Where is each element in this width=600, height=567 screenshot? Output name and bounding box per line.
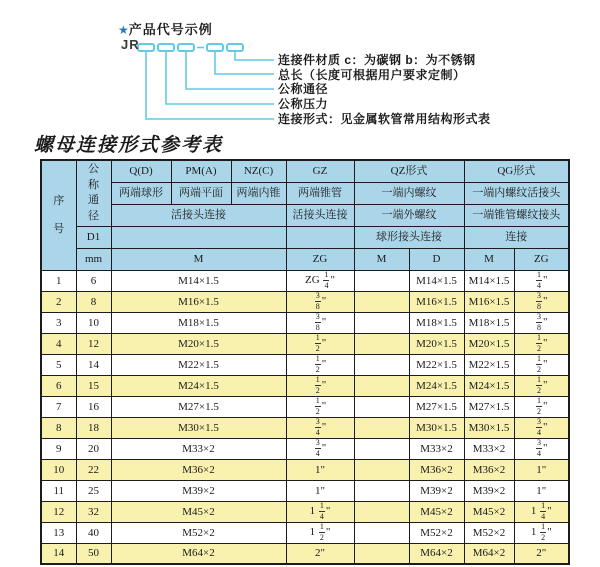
fraction: $\frac{3}{4}$ xyxy=(315,438,320,458)
code-box-4 xyxy=(207,44,223,51)
cell-m: M33×2 xyxy=(111,438,286,459)
fraction: $\frac{1}{4}$ xyxy=(319,501,324,521)
header-zg-gz: ZG xyxy=(286,248,354,270)
cell-serial: 8 xyxy=(41,417,76,438)
cell-qz-m xyxy=(354,501,409,522)
cell-qz-m xyxy=(354,312,409,333)
cell-m: M30×1.5 xyxy=(111,417,286,438)
cell-gz-zg: $\frac{3}{8}$ " xyxy=(286,312,354,333)
header-qz-row4: 球形接头连接 xyxy=(354,226,464,248)
cell-m: M22×1.5 xyxy=(111,354,286,375)
cell-qg-zg: 1 $\frac{1}{2}$ " xyxy=(514,522,569,543)
fraction: $\frac{1}{2}$ xyxy=(537,354,542,374)
code-box-2 xyxy=(158,44,174,51)
cell-qg-zg: $\frac{1}{4}$ " xyxy=(514,270,569,291)
fraction: $\frac{1}{4}$ xyxy=(537,270,542,290)
leader-line-material xyxy=(235,51,274,60)
fraction: $\frac{1}{2}$ xyxy=(537,375,542,395)
cell-m: M20×1.5 xyxy=(111,333,286,354)
cell-qz-m xyxy=(354,480,409,501)
cell-qg-m: M39×2 xyxy=(464,480,514,501)
table-row xyxy=(41,417,569,438)
cell-qz-d: M30×1.5 xyxy=(409,417,464,438)
cell-gz-zg: $\frac{1}{2}$ " xyxy=(286,396,354,417)
header-row-4 xyxy=(41,226,569,248)
cell-qg-m: M24×1.5 xyxy=(464,375,514,396)
header-qg-row3: 一端锥管螺纹接头 xyxy=(464,204,569,226)
cell-diameter: 25 xyxy=(76,480,111,501)
cell-qz-m xyxy=(354,522,409,543)
cell-diameter: 22 xyxy=(76,459,111,480)
cell-qz-m xyxy=(354,291,409,312)
table-row xyxy=(41,438,569,459)
code-box-1 xyxy=(138,44,154,51)
cell-qg-zg: $\frac{3}{4}$ " xyxy=(514,438,569,459)
cell-gz-zg: $\frac{3}{4}$ " xyxy=(286,438,354,459)
table-title: 螺母连接形式参考表 xyxy=(34,135,224,156)
header-row-5 xyxy=(41,248,569,270)
leader-line-pressure xyxy=(166,51,274,104)
header-pm-code: PM(A) xyxy=(171,160,231,182)
cell-m: M39×2 xyxy=(111,480,286,501)
fraction: $\frac{3}{4}$ xyxy=(537,438,542,458)
cell-m: M52×2 xyxy=(111,522,286,543)
cell-diameter: 40 xyxy=(76,522,111,543)
cell-gz-zg: 1 $\frac{1}{4}$ " xyxy=(286,501,354,522)
cell-serial: 6 xyxy=(41,375,76,396)
cell-serial: 9 xyxy=(41,438,76,459)
fraction: $\frac{1}{2}$ xyxy=(315,375,320,395)
cell-qg-zg: $\frac{1}{2}$ " xyxy=(514,396,569,417)
fraction: $\frac{3}{8}$ xyxy=(537,291,542,311)
cell-gz-zg: 1" xyxy=(286,459,354,480)
header-blank-union xyxy=(111,226,286,248)
header-qz-m: M xyxy=(354,248,409,270)
cell-qz-m xyxy=(354,396,409,417)
header-union-gz: 活接头连接 xyxy=(286,204,354,226)
cell-gz-zg: 1 $\frac{1}{2}$ " xyxy=(286,522,354,543)
header-mm: mm xyxy=(76,248,111,270)
cell-gz-zg: $\frac{1}{2}$ " xyxy=(286,354,354,375)
header-qg-zg: ZG xyxy=(514,248,569,270)
table-row xyxy=(41,522,569,543)
cell-diameter: 18 xyxy=(76,417,111,438)
fraction: $\frac{1}{2}$ xyxy=(537,333,542,353)
cell-gz-zg: 1" xyxy=(286,480,354,501)
table-row xyxy=(41,270,569,291)
table-row xyxy=(41,291,569,312)
cell-m: M45×2 xyxy=(111,501,286,522)
table-row xyxy=(41,312,569,333)
cell-qg-m: M14×1.5 xyxy=(464,270,514,291)
nut-connection-table xyxy=(40,159,570,565)
code-box-3 xyxy=(178,44,194,51)
cell-qz-d: M20×1.5 xyxy=(409,333,464,354)
cell-m: M14×1.5 xyxy=(111,270,286,291)
header-qg-m: M xyxy=(464,248,514,270)
cell-diameter: 32 xyxy=(76,501,111,522)
cell-qz-m xyxy=(354,270,409,291)
cell-gz-zg: 2" xyxy=(286,543,354,564)
label-length: 总长（长度可根据用户要求定制） xyxy=(278,67,466,82)
cell-diameter: 16 xyxy=(76,396,111,417)
code-box-5 xyxy=(227,44,243,51)
cell-qz-d: M52×2 xyxy=(409,522,464,543)
diagram-title xyxy=(118,19,213,38)
header-row-1 xyxy=(41,160,569,182)
cell-m: M36×2 xyxy=(111,459,286,480)
cell-qz-d: M45×2 xyxy=(409,501,464,522)
cell-qg-m: M30×1.5 xyxy=(464,417,514,438)
cell-qz-m xyxy=(354,438,409,459)
star-icon: ★ xyxy=(118,23,129,37)
cell-qg-zg: $\frac{3}{8}$ " xyxy=(514,291,569,312)
cell-serial: 4 xyxy=(41,333,76,354)
cell-serial: 14 xyxy=(41,543,76,564)
leader-line-length xyxy=(215,51,274,74)
cell-qz-m xyxy=(354,354,409,375)
fraction: $\frac{1}{2}$ xyxy=(541,522,546,542)
label-material: 连接件材质 c：为碳钢 b：为不锈钢 xyxy=(278,53,476,67)
cell-qz-d: M18×1.5 xyxy=(409,312,464,333)
product-code-diagram xyxy=(0,0,600,126)
label-form: 连接形式：见金属软管常用结构形式表 xyxy=(278,111,491,126)
cell-gz-zg: $\frac{1}{2}$ " xyxy=(286,375,354,396)
fraction: $\frac{1}{2}$ xyxy=(315,396,320,416)
cell-qg-zg: $\frac{3}{4}$ " xyxy=(514,417,569,438)
cell-qg-m: M64×2 xyxy=(464,543,514,564)
cell-m: M18×1.5 xyxy=(111,312,286,333)
fraction: $\frac{3}{8}$ xyxy=(315,312,320,332)
header-union-left: 活接头连接 xyxy=(111,204,286,226)
header-qz-code: QZ形式 xyxy=(354,160,464,182)
cell-qz-d: M64×2 xyxy=(409,543,464,564)
label-diameter: 公称通径 xyxy=(278,82,329,97)
table-row xyxy=(41,501,569,522)
header-blank-gz xyxy=(286,226,354,248)
fraction: $\frac{1}{2}$ xyxy=(315,333,320,353)
cell-diameter: 14 xyxy=(76,354,111,375)
cell-qg-zg: $\frac{1}{2}$ " xyxy=(514,354,569,375)
cell-qz-d: M16×1.5 xyxy=(409,291,464,312)
cell-qg-m: M22×1.5 xyxy=(464,354,514,375)
cell-qg-zg: 1" xyxy=(514,480,569,501)
header-diameter: 公称通径 xyxy=(76,160,111,226)
cell-serial: 7 xyxy=(41,396,76,417)
cell-serial: 3 xyxy=(41,312,76,333)
fraction: $\frac{3}{4}$ xyxy=(537,417,542,437)
table-row xyxy=(41,543,569,564)
header-q-ends: 两端球形 xyxy=(111,182,171,204)
cell-serial: 11 xyxy=(41,480,76,501)
cell-qg-m: M45×2 xyxy=(464,501,514,522)
header-nz-ends: 两端内锥 xyxy=(231,182,286,204)
cell-serial: 12 xyxy=(41,501,76,522)
cell-diameter: 15 xyxy=(76,375,111,396)
header-row-2 xyxy=(41,182,569,204)
cell-qg-m: M27×1.5 xyxy=(464,396,514,417)
cell-serial: 5 xyxy=(41,354,76,375)
table-body xyxy=(41,270,569,564)
header-qg-row2: 一端内螺纹活接头 xyxy=(464,182,569,204)
header-row-3 xyxy=(41,204,569,226)
header-m-span: M xyxy=(111,248,286,270)
cell-qz-d: M22×1.5 xyxy=(409,354,464,375)
header-q-code: Q(D) xyxy=(111,160,171,182)
cell-qz-d: M27×1.5 xyxy=(409,396,464,417)
cell-qg-zg: 2" xyxy=(514,543,569,564)
fraction: $\frac{3}{4}$ xyxy=(315,417,320,437)
cell-qz-m xyxy=(354,417,409,438)
cell-qz-d: M33×2 xyxy=(409,438,464,459)
diagram-title-text: 产品代号示例 xyxy=(128,22,213,37)
cell-gz-zg: $\frac{3}{8}$ " xyxy=(286,291,354,312)
header-d1: D1 xyxy=(76,226,111,248)
cell-qg-m: M20×1.5 xyxy=(464,333,514,354)
cell-qz-m xyxy=(354,333,409,354)
header-gz-code: GZ xyxy=(286,160,354,182)
header-qz-d: D xyxy=(409,248,464,270)
label-pressure: 公称压力 xyxy=(278,97,329,112)
table-row xyxy=(41,375,569,396)
cell-qz-d: M39×2 xyxy=(409,480,464,501)
cell-serial: 10 xyxy=(41,459,76,480)
cell-qg-m: M52×2 xyxy=(464,522,514,543)
fraction: $\frac{1}{4}$ xyxy=(541,501,546,521)
cell-qg-m: M33×2 xyxy=(464,438,514,459)
table-row xyxy=(41,354,569,375)
cell-qg-m: M36×2 xyxy=(464,459,514,480)
cell-qg-zg: $\frac{1}{2}$ " xyxy=(514,375,569,396)
cell-m: M24×1.5 xyxy=(111,375,286,396)
cell-gz-zg: ZG $\frac{1}{4}$ " xyxy=(286,270,354,291)
code-labels xyxy=(278,53,491,126)
cell-qz-d: M24×1.5 xyxy=(409,375,464,396)
header-pm-ends: 两端平面 xyxy=(171,182,231,204)
code-prefix: JR xyxy=(121,37,140,52)
cell-qg-zg: $\frac{1}{2}$ " xyxy=(514,333,569,354)
header-serial: 序号 xyxy=(41,160,76,270)
cell-qg-zg: $\frac{3}{8}$ " xyxy=(514,312,569,333)
cell-qg-m: M16×1.5 xyxy=(464,291,514,312)
fraction: $\frac{1}{4}$ xyxy=(324,270,329,290)
table-row xyxy=(41,333,569,354)
cell-diameter: 50 xyxy=(76,543,111,564)
cell-qz-m xyxy=(354,459,409,480)
cell-qz-m xyxy=(354,543,409,564)
table-row xyxy=(41,459,569,480)
fraction: $\frac{3}{8}$ xyxy=(537,312,542,332)
cell-diameter: 8 xyxy=(76,291,111,312)
header-qg-row4: 连接 xyxy=(464,226,569,248)
fraction: $\frac{3}{8}$ xyxy=(315,291,320,311)
cell-serial: 13 xyxy=(41,522,76,543)
header-qz-row3: 一端外螺纹 xyxy=(354,204,464,226)
cell-qz-d: M14×1.5 xyxy=(409,270,464,291)
cell-gz-zg: $\frac{1}{2}$ " xyxy=(286,333,354,354)
header-qg-code: QG形式 xyxy=(464,160,569,182)
cell-m: M16×1.5 xyxy=(111,291,286,312)
cell-diameter: 6 xyxy=(76,270,111,291)
cell-qg-m: M18×1.5 xyxy=(464,312,514,333)
cell-qg-zg: 1 $\frac{1}{4}$ " xyxy=(514,501,569,522)
cell-m: M27×1.5 xyxy=(111,396,286,417)
header-nz-code: NZ(C) xyxy=(231,160,286,182)
cell-m: M64×2 xyxy=(111,543,286,564)
fraction: $\frac{1}{2}$ xyxy=(315,354,320,374)
fraction: $\frac{1}{2}$ xyxy=(537,396,542,416)
cell-qg-zg: 1" xyxy=(514,459,569,480)
cell-diameter: 10 xyxy=(76,312,111,333)
fraction: $\frac{1}{2}$ xyxy=(319,522,324,542)
cell-diameter: 12 xyxy=(76,333,111,354)
table-row xyxy=(41,480,569,501)
cell-qz-d: M36×2 xyxy=(409,459,464,480)
table-row xyxy=(41,396,569,417)
cell-serial: 2 xyxy=(41,291,76,312)
cell-gz-zg: $\frac{3}{4}$ " xyxy=(286,417,354,438)
cell-qz-m xyxy=(354,375,409,396)
table-header xyxy=(41,160,569,270)
cell-serial: 1 xyxy=(41,270,76,291)
cell-diameter: 20 xyxy=(76,438,111,459)
header-gz-ends: 两端锥管 xyxy=(286,182,354,204)
leader-line-diameter xyxy=(186,51,274,89)
header-qz-row2: 一端内螺纹 xyxy=(354,182,464,204)
